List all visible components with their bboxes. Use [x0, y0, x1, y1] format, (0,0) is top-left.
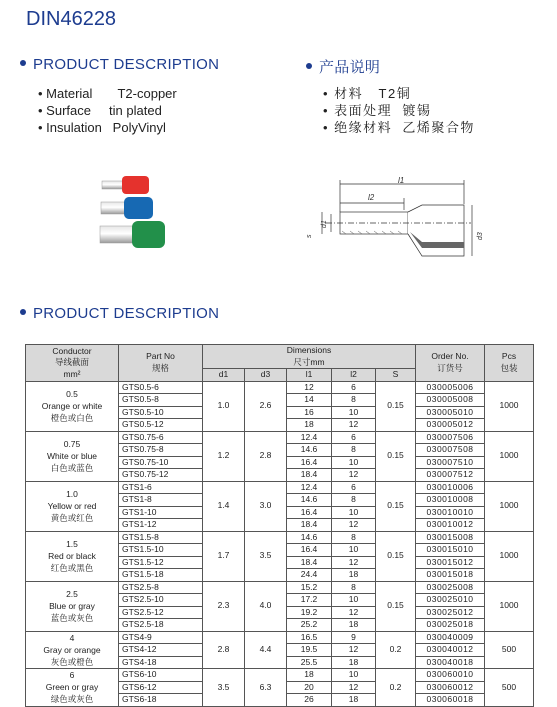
pcs-cell: 1000 — [485, 431, 534, 481]
l1-cell: 16.4 — [287, 456, 332, 469]
order-number-cell: 030015008 — [416, 531, 485, 544]
conductor-color-en: Green or gray — [45, 682, 99, 693]
l1-cell: 19.2 — [287, 606, 332, 619]
label-l2: l2 — [368, 193, 375, 202]
order-number-cell: 030007508 — [416, 444, 485, 457]
l1-cell: 17.2 — [287, 594, 332, 607]
section-heading-zh — [306, 56, 380, 77]
part-number-cell: GTS1.5-12 — [119, 556, 203, 569]
order-number-cell: 030040018 — [416, 656, 485, 669]
l1-cell: 19.5 — [287, 644, 332, 657]
d3-cell: 3.0 — [245, 481, 287, 531]
part-number-cell: GTS1-12 — [119, 519, 203, 532]
property-value: 镀锡 — [402, 103, 432, 118]
label-l1: l1 — [398, 176, 405, 185]
d3-cell: 3.5 — [245, 531, 287, 581]
part-number-cell: GTS0.75-10 — [119, 456, 203, 469]
order-number-cell: 030015012 — [416, 556, 485, 569]
bullet-icon — [20, 60, 26, 66]
order-number-cell: 030040009 — [416, 631, 485, 644]
conductor-color-en: Blue or gray — [49, 601, 95, 611]
d3-cell: 2.8 — [245, 431, 287, 481]
property-label: 材料 — [334, 86, 364, 101]
conductor-size: 4 — [69, 632, 75, 643]
conductor-color-zh: 橙色或白色 — [50, 413, 94, 423]
l1-cell: 12.4 — [287, 481, 332, 494]
l1-cell: 16.4 — [287, 506, 332, 519]
conductor-cell — [26, 531, 119, 581]
l2-cell: 18 — [332, 569, 376, 582]
property-value: PolyVinyl — [112, 120, 166, 135]
pcs-cell: 1000 — [485, 481, 534, 531]
l2-cell: 10 — [332, 506, 376, 519]
part-number-cell: GTS6-18 — [119, 694, 203, 707]
d1-cell: 2.3 — [203, 581, 245, 631]
l2-cell: 12 — [332, 469, 376, 482]
part-number-cell: GTS4-9 — [119, 631, 203, 644]
property-row: • Insulation PolyVinyl — [38, 120, 166, 135]
order-number-cell: 030010008 — [416, 494, 485, 507]
l2-cell: 12 — [332, 556, 376, 569]
table-row — [26, 581, 534, 594]
order-number-cell: 030010006 — [416, 481, 485, 494]
pcs-cell: 1000 — [485, 531, 534, 581]
table-row — [26, 381, 534, 394]
table-row — [26, 631, 534, 644]
property-row: • Material T2-copper — [38, 86, 177, 101]
l2-cell: 10 — [332, 594, 376, 607]
property-value: T2铜 — [378, 86, 412, 101]
section-heading-en — [20, 56, 219, 73]
l1-cell: 16.4 — [287, 544, 332, 557]
l1-cell: 25.2 — [287, 619, 332, 632]
l2-cell: 8 — [332, 531, 376, 544]
conductor-color-en: Orange or white — [41, 401, 103, 411]
d1-cell: 1.0 — [203, 381, 245, 431]
part-number-cell: GTS1.5-18 — [119, 569, 203, 582]
order-number-cell: 030015010 — [416, 544, 485, 557]
ferrule-red — [102, 176, 149, 194]
l2-cell: 6 — [332, 381, 376, 394]
l1-cell: 14 — [287, 394, 332, 407]
property-row: • 表面处理 镀锡 — [323, 103, 432, 118]
part-number-cell: GTS4-18 — [119, 656, 203, 669]
l2-cell: 8 — [332, 444, 376, 457]
order-number-cell: 030007510 — [416, 456, 485, 469]
d1-cell: 2.8 — [203, 631, 245, 669]
l1-cell: 25.5 — [287, 656, 332, 669]
d3-cell: 6.3 — [245, 669, 287, 707]
ferrule-illustrations — [98, 170, 168, 260]
section-heading-en-text: PRODUCT DESCRIPTION — [33, 56, 220, 73]
d3-cell: 4.0 — [245, 581, 287, 631]
l2-cell: 6 — [332, 431, 376, 444]
part-number-cell: GTS1.5-10 — [119, 544, 203, 557]
l2-cell: 12 — [332, 606, 376, 619]
pcs-cell: 1000 — [485, 581, 534, 631]
l2-cell: 12 — [332, 519, 376, 532]
l1-cell: 14.6 — [287, 531, 332, 544]
conductor-size: 0.5 — [66, 389, 78, 399]
part-number-cell: GTS0.5-10 — [119, 406, 203, 419]
ferrule-blue — [101, 197, 153, 219]
ferrule-green — [100, 221, 165, 248]
part-number-cell: GTS4-12 — [119, 644, 203, 657]
l1-cell: 26 — [287, 694, 332, 707]
d1-cell: 1.4 — [203, 481, 245, 531]
l1-cell: 20 — [287, 681, 332, 694]
part-number-cell: GTS0.5-6 — [119, 381, 203, 394]
conductor-color-zh: 白色或蓝色 — [50, 463, 94, 473]
conductor-cell — [26, 381, 119, 431]
section-heading-2-text: PRODUCT DESCRIPTION — [33, 305, 220, 322]
l2-cell: 9 — [332, 631, 376, 644]
l2-cell: 6 — [332, 481, 376, 494]
spec-table — [25, 344, 534, 707]
l2-cell: 18 — [332, 619, 376, 632]
l1-cell: 18 — [287, 669, 332, 682]
part-number-cell: GTS6-12 — [119, 681, 203, 694]
l2-cell: 18 — [332, 694, 376, 707]
l2-cell: 12 — [332, 419, 376, 432]
l2-cell: 8 — [332, 494, 376, 507]
conductor-color-zh: 绿色或灰色 — [50, 694, 94, 705]
order-number-cell: 030015018 — [416, 569, 485, 582]
conductor-size: 6 — [69, 670, 75, 681]
header-order-no: Order No. 订货号 — [416, 345, 485, 382]
l2-cell: 10 — [332, 456, 376, 469]
header-dimensions: Dimensions 尺寸mm — [203, 345, 416, 369]
conductor-cell — [26, 431, 119, 481]
l1-cell: 12.4 — [287, 431, 332, 444]
part-number-cell: GTS2.5-10 — [119, 594, 203, 607]
order-number-cell: 030007506 — [416, 431, 485, 444]
d1-cell: 1.2 — [203, 431, 245, 481]
bullet-icon — [306, 63, 312, 69]
s-cell: 0.15 — [376, 381, 416, 431]
part-number-cell: GTS1-6 — [119, 481, 203, 494]
header-conductor: Conductor 导线截面 mm² — [26, 345, 119, 382]
l1-cell: 16.5 — [287, 631, 332, 644]
part-number-cell: GTS2.5-8 — [119, 581, 203, 594]
order-number-cell: 030007512 — [416, 469, 485, 482]
l1-cell: 14.6 — [287, 444, 332, 457]
section-heading-zh-text: 产品说明 — [319, 59, 381, 76]
order-number-cell: 030005010 — [416, 406, 485, 419]
part-number-cell: GTS1-8 — [119, 494, 203, 507]
l2-cell: 10 — [332, 544, 376, 557]
l2-cell: 12 — [332, 681, 376, 694]
order-number-cell: 030005012 — [416, 419, 485, 432]
part-number-cell: GTS6-10 — [119, 669, 203, 682]
section-heading-2 — [20, 305, 219, 322]
property-row: • Surface tin plated — [38, 103, 162, 118]
s-cell: 0.15 — [376, 481, 416, 531]
page-title: DIN46228 — [26, 8, 117, 30]
property-label: 表面处理 — [334, 103, 393, 118]
conductor-cell — [26, 581, 119, 631]
property-label: Material — [46, 86, 93, 101]
s-cell: 0.2 — [376, 669, 416, 707]
part-number-cell: GTS1-10 — [119, 506, 203, 519]
properties-en — [38, 85, 177, 136]
conductor-color-zh: 红色或黑色 — [50, 563, 94, 573]
property-label: 绝缘材料 — [334, 120, 393, 135]
label-d1: d1 — [321, 220, 328, 228]
order-number-cell: 030005008 — [416, 394, 485, 407]
part-number-cell: GTS0.5-8 — [119, 394, 203, 407]
part-number-cell: GTS0.5-12 — [119, 419, 203, 432]
part-number-cell: GTS0.75-12 — [119, 469, 203, 482]
part-number-cell: GTS0.75-8 — [119, 444, 203, 457]
conductor-size: 1.5 — [66, 539, 78, 549]
table-row — [26, 481, 534, 494]
part-number-cell: GTS0.75-6 — [119, 431, 203, 444]
l1-cell: 18.4 — [287, 469, 332, 482]
conductor-color-en: Yellow or red — [47, 501, 97, 511]
conductor-size: 1.0 — [66, 489, 78, 499]
d1-cell: 3.5 — [203, 669, 245, 707]
table-row — [26, 431, 534, 444]
conductor-color-zh: 灰色或橙色 — [50, 656, 94, 667]
l1-cell: 18 — [287, 419, 332, 432]
header-part-no: Part No 规格 — [119, 345, 203, 382]
l2-cell: 8 — [332, 394, 376, 407]
conductor-color-zh: 黄色或红色 — [50, 513, 94, 523]
bullet-icon — [20, 309, 26, 315]
conductor-color-en: White or blue — [46, 451, 98, 461]
pcs-cell: 500 — [485, 669, 534, 707]
l1-cell: 18.4 — [287, 519, 332, 532]
conductor-color-zh: 蓝色或灰色 — [50, 613, 94, 623]
l1-cell: 14.6 — [287, 494, 332, 507]
table-row — [26, 669, 534, 682]
order-number-cell: 030040012 — [416, 644, 485, 657]
part-number-cell: GTS2.5-18 — [119, 619, 203, 632]
l1-cell: 12 — [287, 381, 332, 394]
pcs-cell: 500 — [485, 631, 534, 669]
label-d3: d3 — [477, 232, 484, 240]
conductor-cell — [26, 631, 119, 669]
l1-cell: 16 — [287, 406, 332, 419]
s-cell: 0.15 — [376, 531, 416, 581]
property-value: tin plated — [109, 103, 162, 118]
d3-cell: 2.6 — [245, 381, 287, 431]
spec-table-body — [26, 381, 534, 706]
conductor-cell — [26, 481, 119, 531]
s-cell: 0.15 — [376, 431, 416, 481]
l2-cell: 12 — [332, 644, 376, 657]
property-value: T2-copper — [117, 86, 177, 101]
conductor-color-en: Red or black — [48, 551, 96, 561]
properties-zh — [323, 85, 475, 136]
order-number-cell: 030010012 — [416, 519, 485, 532]
conductor-cell — [26, 669, 119, 707]
order-number-cell: 030060012 — [416, 681, 485, 694]
conductor-size: 0.75 — [63, 439, 81, 449]
header-d1: d1 — [203, 369, 245, 382]
header-l2: l2 — [332, 369, 376, 382]
header-s: S — [376, 369, 416, 382]
order-number-cell: 030025010 — [416, 594, 485, 607]
property-value: 乙烯聚合物 — [402, 120, 475, 135]
order-number-cell: 030025012 — [416, 606, 485, 619]
l2-cell: 10 — [332, 669, 376, 682]
d1-cell: 1.7 — [203, 531, 245, 581]
property-label: Insulation — [46, 120, 102, 135]
l1-cell: 24.4 — [287, 569, 332, 582]
l2-cell: 18 — [332, 656, 376, 669]
order-number-cell: 030010010 — [416, 506, 485, 519]
l2-cell: 10 — [332, 406, 376, 419]
s-cell: 0.2 — [376, 631, 416, 669]
conductor-color-en: Gray or orange — [43, 644, 101, 655]
header-d3: d3 — [245, 369, 287, 382]
l2-cell: 8 — [332, 581, 376, 594]
property-label: Surface — [46, 103, 91, 118]
order-number-cell: 030025008 — [416, 581, 485, 594]
l1-cell: 15.2 — [287, 581, 332, 594]
table-row — [26, 531, 534, 544]
order-number-cell: 030060018 — [416, 694, 485, 707]
technical-drawing — [296, 176, 486, 262]
header-pcs: Pcs 包装 — [485, 345, 534, 382]
property-row: • 绝缘材料 乙烯聚合物 — [323, 120, 475, 135]
l1-cell: 18.4 — [287, 556, 332, 569]
d3-cell: 4.4 — [245, 631, 287, 669]
pcs-cell: 1000 — [485, 381, 534, 431]
part-number-cell: GTS2.5-12 — [119, 606, 203, 619]
property-row: • 材料 T2铜 — [323, 86, 412, 101]
header-l1: l1 — [287, 369, 332, 382]
conductor-size: 2.5 — [66, 589, 78, 599]
order-number-cell: 030025018 — [416, 619, 485, 632]
label-s: s — [306, 234, 313, 238]
s-cell: 0.15 — [376, 581, 416, 631]
order-number-cell: 030005006 — [416, 381, 485, 394]
part-number-cell: GTS1.5-8 — [119, 531, 203, 544]
order-number-cell: 030060010 — [416, 669, 485, 682]
